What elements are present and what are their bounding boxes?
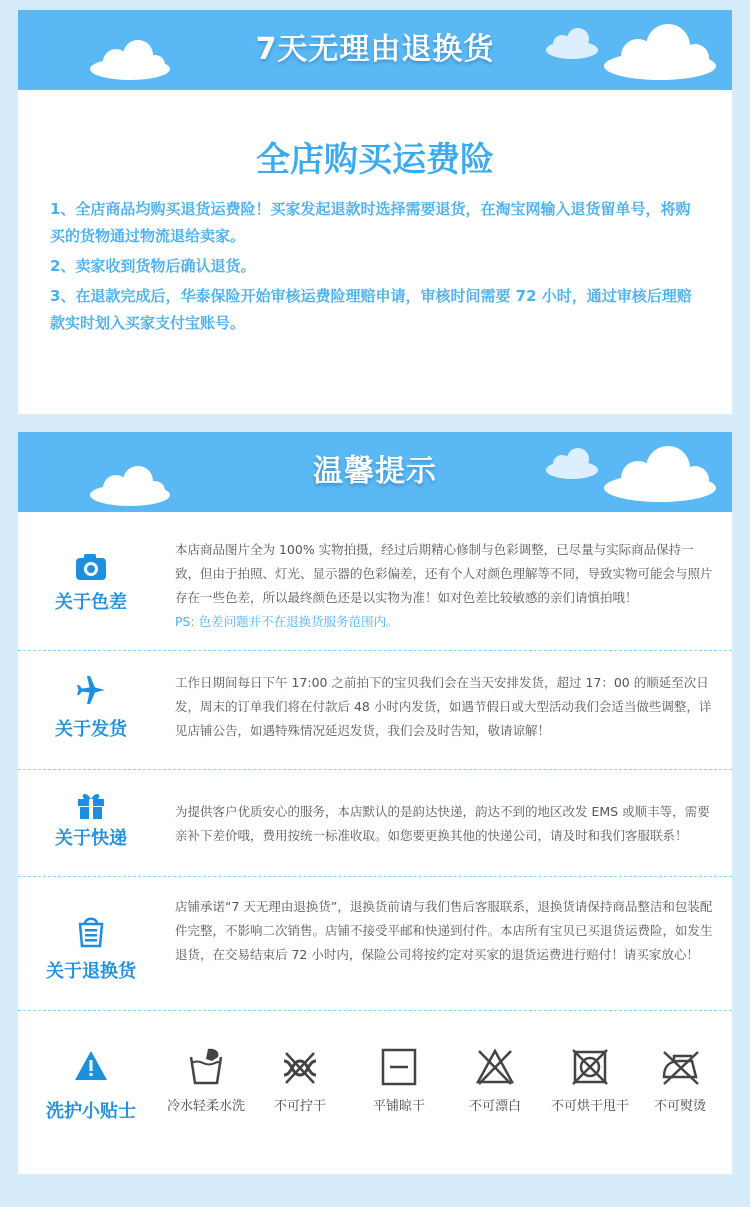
wash-item <box>359 1047 439 1114</box>
wash-label: 冷水轻柔水洗 <box>166 1099 245 1114</box>
wash-item <box>550 1047 630 1114</box>
wash-item <box>640 1047 720 1114</box>
insurance-subtitle: 全店购买运费险 <box>256 140 494 180</box>
hand-wash-icon <box>186 1047 226 1087</box>
no-tumble-dry-icon <box>570 1047 610 1087</box>
gift-icon <box>74 788 108 822</box>
wash-label: 不可烘干甩干 <box>550 1099 629 1114</box>
wash-label: 不可漂白 <box>468 1099 521 1114</box>
airplane-icon <box>74 673 108 707</box>
express-label: 关于快递 <box>55 828 127 849</box>
color-diff-text-block <box>175 538 715 634</box>
rule-2: 2、卖家收到货物后确认退货。 <box>50 257 256 275</box>
wash-item <box>455 1047 535 1114</box>
washing-label: 洗护小贴士 <box>46 1101 136 1122</box>
wash-label: 不可拧干 <box>273 1099 326 1114</box>
express-row <box>18 770 732 877</box>
color-diff-label: 关于色差 <box>55 592 127 613</box>
returns-text: 店铺承诺“7 天无理由退换货”，退换货前请与我们售后客服联系，退换货请保持商品整洁和包装配件完整，不影响二次销售。店铺不接受平邮和快递到付件。本店所有宝贝已买退货运费险，如发生退货，在交易结束后 72 小时内，保险公司将按约定对买家的退货运费进行赔付！请买家放心！ <box>175 899 713 962</box>
rule-1: 1、全店商品均购买退货运费险！买家发起退款时选择需要退货，在淘宝网输入退货留单号，将购买的货物通过物流退给卖家。 <box>50 200 691 245</box>
tips-title: 温馨提示 <box>313 454 437 489</box>
wash-label: 不可熨烫 <box>653 1099 706 1114</box>
express-text: 为提供客户优质安心的服务，本店默认的是韵达快递，韵达不到的地区改发 EMS 或顺丰等，需要亲补下差价哦，费用按统一标准收取。如您要更换其他的快递公司，请及时和我们客服联系！ <box>175 804 710 843</box>
wash-label: 平铺晾干 <box>372 1099 425 1114</box>
return-policy-title: 7天无理由退换货 <box>255 32 495 67</box>
color-diff-ps: PS: 色差问题并不在退换货服务范围内。 <box>175 614 399 629</box>
shipping-row <box>18 651 732 770</box>
returns-label: 关于退换货 <box>46 961 136 982</box>
wash-item <box>166 1047 246 1114</box>
no-bleach-icon <box>475 1047 515 1087</box>
wash-item <box>260 1047 340 1114</box>
flat-dry-icon <box>379 1047 419 1087</box>
shipping-text: 工作日期间每日下午 17:00 之前拍下的宝贝我们会在当天安排发货，超过 17：00 的顺延至次日发，周末的订单我们将在付款后 48 小时内发货，如遇节假日或大型活动我们会适当做些调整，详见店铺公告，如遇特殊情况延迟发货，我们会及时告知，敬请谅解！ <box>175 675 712 738</box>
rules-list <box>50 196 700 340</box>
washing-row <box>18 1011 732 1174</box>
return-policy-banner <box>18 10 732 90</box>
no-wring-icon <box>280 1047 320 1087</box>
shipping-label: 关于发货 <box>55 719 127 740</box>
color-diff-row <box>18 512 732 651</box>
rule-3: 3、在退款完成后，华泰保险开始审核运费险理赔申请，审核时间需要 72 小时，通过审核后理赔款实时划入买家支付宝账号。 <box>50 287 692 332</box>
camera-icon <box>74 550 108 584</box>
shopping-bag-icon <box>74 915 108 949</box>
tips-banner <box>18 432 732 512</box>
return-policy-panel <box>18 10 732 414</box>
warning-icon <box>74 1049 108 1083</box>
no-iron-icon <box>658 1047 702 1087</box>
tips-panel <box>18 432 732 1174</box>
color-diff-text: 本店商品图片全为 100% 实物拍摄，经过后期精心修制与色彩调整，已尽量与实际商品保持一致，但由于拍照、灯光、显示器的色彩偏差，还有个人对颜色理解等不同，导致实物可能会与照片存在一些色差，所以最终颜色还是以实物为准！如对色差比较敏感的亲们请慎拍哦！ <box>175 542 713 605</box>
returns-row <box>18 877 732 1011</box>
